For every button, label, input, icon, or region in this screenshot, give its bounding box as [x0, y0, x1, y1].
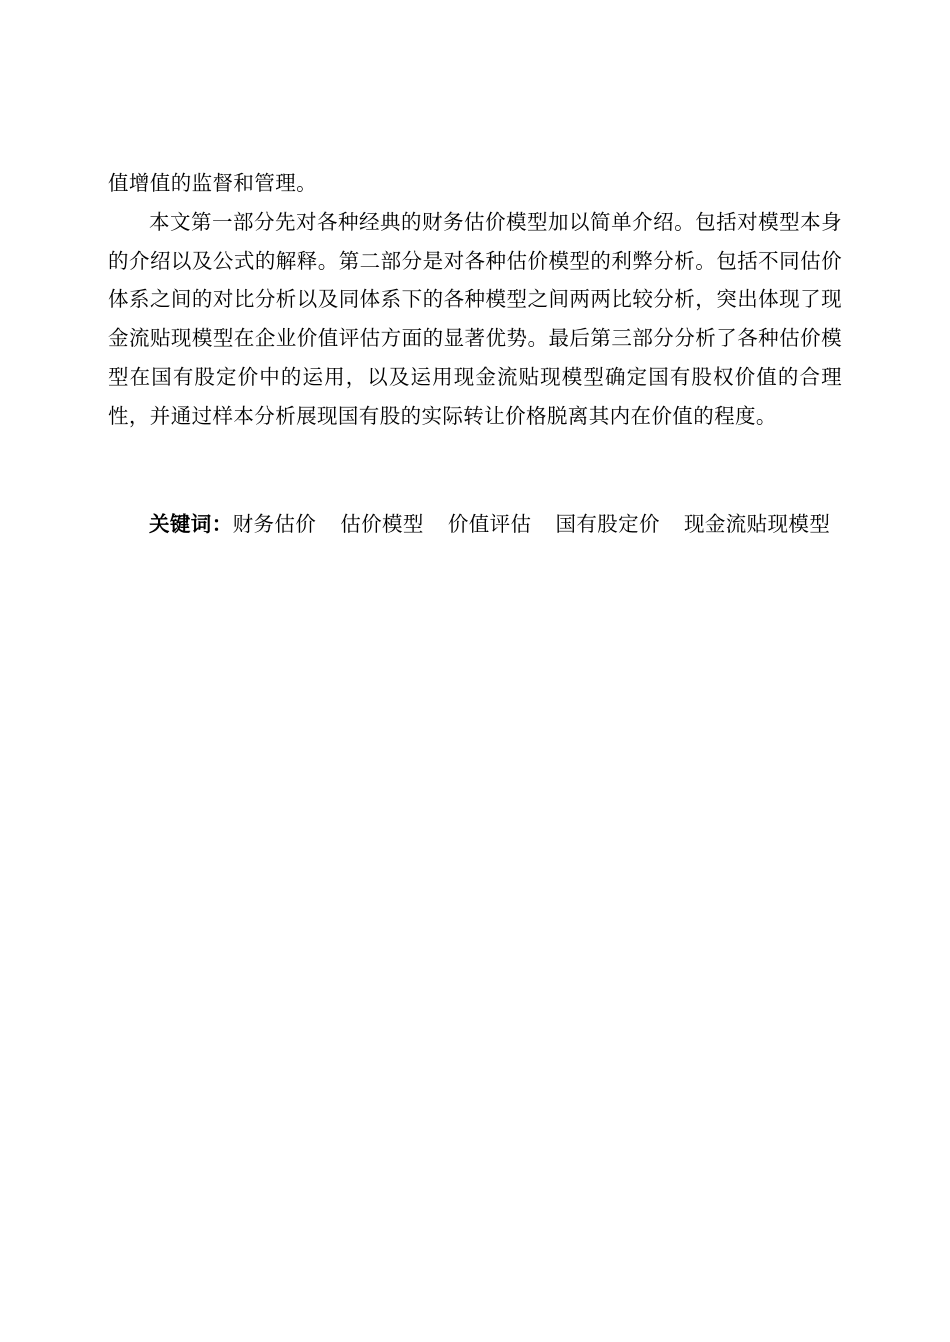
keyword-item: 估价模型 — [340, 512, 424, 536]
keyword-item: 现金流贴现模型 — [683, 512, 831, 536]
abstract-body — [108, 164, 842, 436]
keyword-item: 财务估价 — [232, 512, 317, 536]
continuation-paragraph: 值增值的监督和管理。 — [108, 171, 317, 195]
keywords-label: 关键词： — [149, 512, 233, 536]
keywords-line — [108, 505, 846, 544]
keyword-item: 价值评估 — [447, 512, 532, 536]
keyword-item: 国有股定价 — [555, 512, 660, 536]
summary-paragraph: 本文第一部分先对各种经典的财务估价模型加以简单介绍。包括对模型本身的介绍以及公式的解释。第二部分是对各种估价模型的利弊分析。包括不同估价体系之间的对比分析以及同体系下的各种模型之间两两比较分析，突出体现了现金流贴现模型在企业价值评估方面的显著优势。最后第三部分分析了各种估价模型在国有股定价中的运用，以及运用现金流贴现模型确定国有股权价值的合理性，并通过样本分析展现国有股的实际转让价格脱离其内在价值的程度。 — [108, 209, 842, 428]
